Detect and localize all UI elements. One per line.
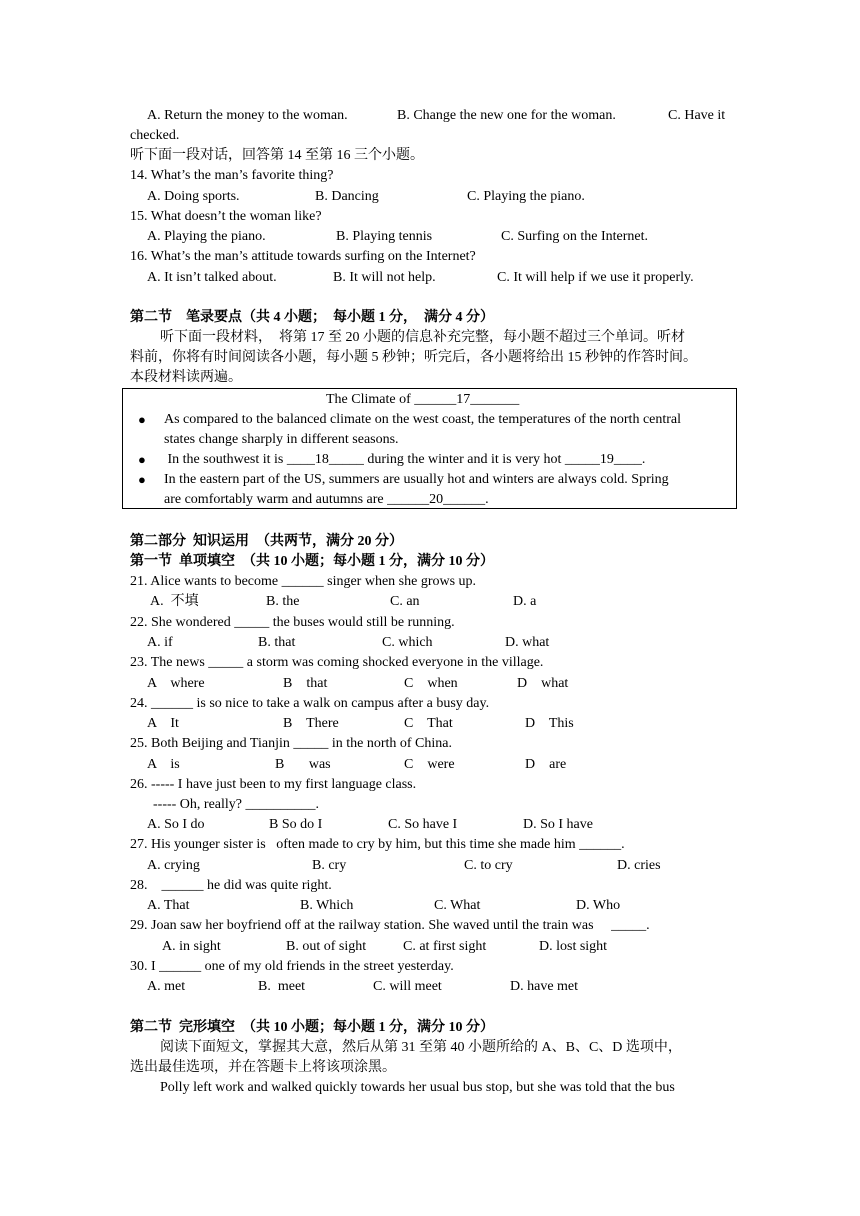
- option: D This: [525, 716, 574, 731]
- instruction-line: 听下面一段材料， 将第 17 至 20 小题的信息补充完整，每小题不超过三个单词。听材: [160, 330, 685, 345]
- option: D. lost sight: [539, 939, 608, 954]
- question-stem: 28. ______ he did was quite right.: [130, 878, 332, 893]
- option: A. crying: [147, 858, 200, 873]
- option: B. Playing tennis: [336, 229, 433, 244]
- instruction-line: 本段材料读两遍。: [130, 370, 242, 385]
- option: B. Which: [300, 898, 354, 913]
- q13-option-a: A. Return the money to the woman.: [147, 108, 348, 123]
- option: B. Dancing: [315, 189, 379, 204]
- option: C. will meet: [373, 979, 442, 994]
- option: D. Who: [576, 898, 621, 913]
- option: C when: [404, 676, 458, 691]
- option: B. that: [258, 635, 296, 650]
- question-stem: 29. Joan saw her boyfriend off at the railway station. She waved until the train was _____.: [130, 918, 650, 933]
- option: B So do I: [269, 817, 323, 832]
- option: B. meet: [258, 979, 306, 994]
- box-title: The Climate of ______17_______: [326, 392, 520, 407]
- bullet-text: states change sharply in different seasons.: [164, 432, 399, 447]
- question-stem: 26. ----- I have just been to my first language class.: [130, 777, 417, 792]
- question-stem: 15. What doesn’t the woman like?: [130, 209, 322, 224]
- bullet-text: As compared to the balanced climate on the west coast, the temperatures of the north central: [164, 412, 682, 427]
- option: A. if: [147, 635, 173, 650]
- option: C That: [404, 716, 453, 731]
- part-heading: 第二部分 知识运用 （共两节，满分 20 分）: [130, 534, 403, 549]
- option: C. So have I: [388, 817, 458, 832]
- option: B. cry: [312, 858, 347, 873]
- option: C were: [404, 757, 455, 772]
- option: B. It will not help.: [333, 270, 436, 285]
- option: C. Surfing on the Internet.: [501, 229, 648, 244]
- option: D what: [517, 676, 569, 691]
- option: D. a: [513, 594, 537, 609]
- option: C. at first sight: [403, 939, 487, 954]
- option: C. which: [382, 635, 433, 650]
- question-stem: 27. His younger sister is often made to cry by him, but this time she made him ______.: [130, 837, 625, 852]
- option: A. It isn’t talked about.: [147, 270, 277, 285]
- option: A. met: [147, 979, 186, 994]
- instruction-14-16: 听下面一段对话，回答第 14 至第 16 三个小题。: [130, 148, 424, 163]
- bullet-icon: ●: [138, 412, 146, 427]
- question-stem: 25. Both Beijing and Tianjin _____ in the north of China.: [130, 736, 452, 751]
- question-stem: 24. ______ is so nice to take a walk on campus after a busy day.: [130, 696, 490, 711]
- option: A where: [147, 676, 205, 691]
- option: A. So I do: [147, 817, 205, 832]
- option: C. It will help if we use it properly.: [497, 270, 694, 285]
- option: C. to cry: [464, 858, 513, 873]
- q13-option-c-cont: checked.: [130, 128, 180, 143]
- option: A. Doing sports.: [147, 189, 240, 204]
- bullet-text: In the eastern part of the US, summers are usually hot and winters are always cold. Spring: [164, 472, 669, 487]
- option: A. in sight: [162, 939, 221, 954]
- bullet-icon: ●: [138, 472, 146, 487]
- question-stem-reply: ----- Oh, really? __________.: [153, 797, 320, 812]
- option: A. Playing the piano.: [147, 229, 266, 244]
- option: D. have met: [510, 979, 579, 994]
- option: C. an: [390, 594, 420, 609]
- q13-option-c: C. Have it: [668, 108, 726, 123]
- bullet-text: In the southwest it is ____18_____ during the winter and it is very hot _____19____.: [164, 452, 646, 467]
- bullet-icon: ●: [138, 452, 146, 467]
- question-stem: 14. What’s the man’s favorite thing?: [130, 168, 334, 183]
- option: D. cries: [617, 858, 661, 873]
- instruction-line: 料前，你将有时间阅读各小题，每小题 5 秒钟；听完后，各小题将给出 15 秒钟的作答时间。: [130, 350, 697, 365]
- question-stem: 22. She wondered _____ the buses would still be running.: [130, 615, 455, 630]
- option: B. out of sight: [286, 939, 367, 954]
- passage-text: Polly left work and walked quickly towards her usual bus stop, but she was told that the bus: [160, 1080, 675, 1095]
- section-heading: 第一节 单项填空 （共 10 小题；每小题 1 分，满分 10 分）: [130, 554, 494, 569]
- option: A It: [147, 716, 179, 731]
- option: B There: [283, 716, 339, 731]
- section-heading: 第二节 完形填空 （共 10 小题；每小题 1 分，满分 10 分）: [130, 1020, 494, 1035]
- instruction-line: 选出最佳选项，并在答题卡上将该项涂黑。: [130, 1060, 396, 1075]
- option: D. what: [505, 635, 550, 650]
- option: B that: [283, 676, 328, 691]
- option: D. So I have: [523, 817, 593, 832]
- option: C. What: [434, 898, 481, 913]
- option: D are: [525, 757, 567, 772]
- option: B. the: [266, 594, 300, 609]
- question-stem: 23. The news _____ a storm was coming shocked everyone in the village.: [130, 655, 544, 670]
- option: A. 不填: [150, 594, 199, 609]
- option: C. Playing the piano.: [467, 189, 585, 204]
- option: A. That: [147, 898, 190, 913]
- question-stem: 21. Alice wants to become ______ singer when she grows up.: [130, 574, 477, 589]
- section-heading: 第二节 笔录要点（共 4 小题； 每小题 1 分， 满分 4 分）: [130, 310, 494, 325]
- option: B was: [275, 757, 331, 772]
- instruction-line: 阅读下面短文，掌握其大意，然后从第 31 至第 40 小题所给的 A、B、C、D 选项中，: [160, 1040, 682, 1055]
- q13-option-b: B. Change the new one for the woman.: [397, 108, 616, 123]
- bullet-text: are comfortably warm and autumns are ______20______.: [164, 492, 489, 507]
- option: A is: [147, 757, 180, 772]
- question-stem: 16. What’s the man’s attitude towards surfing on the Internet?: [130, 249, 476, 264]
- question-stem: 30. I ______ one of my old friends in the street yesterday.: [130, 959, 454, 974]
